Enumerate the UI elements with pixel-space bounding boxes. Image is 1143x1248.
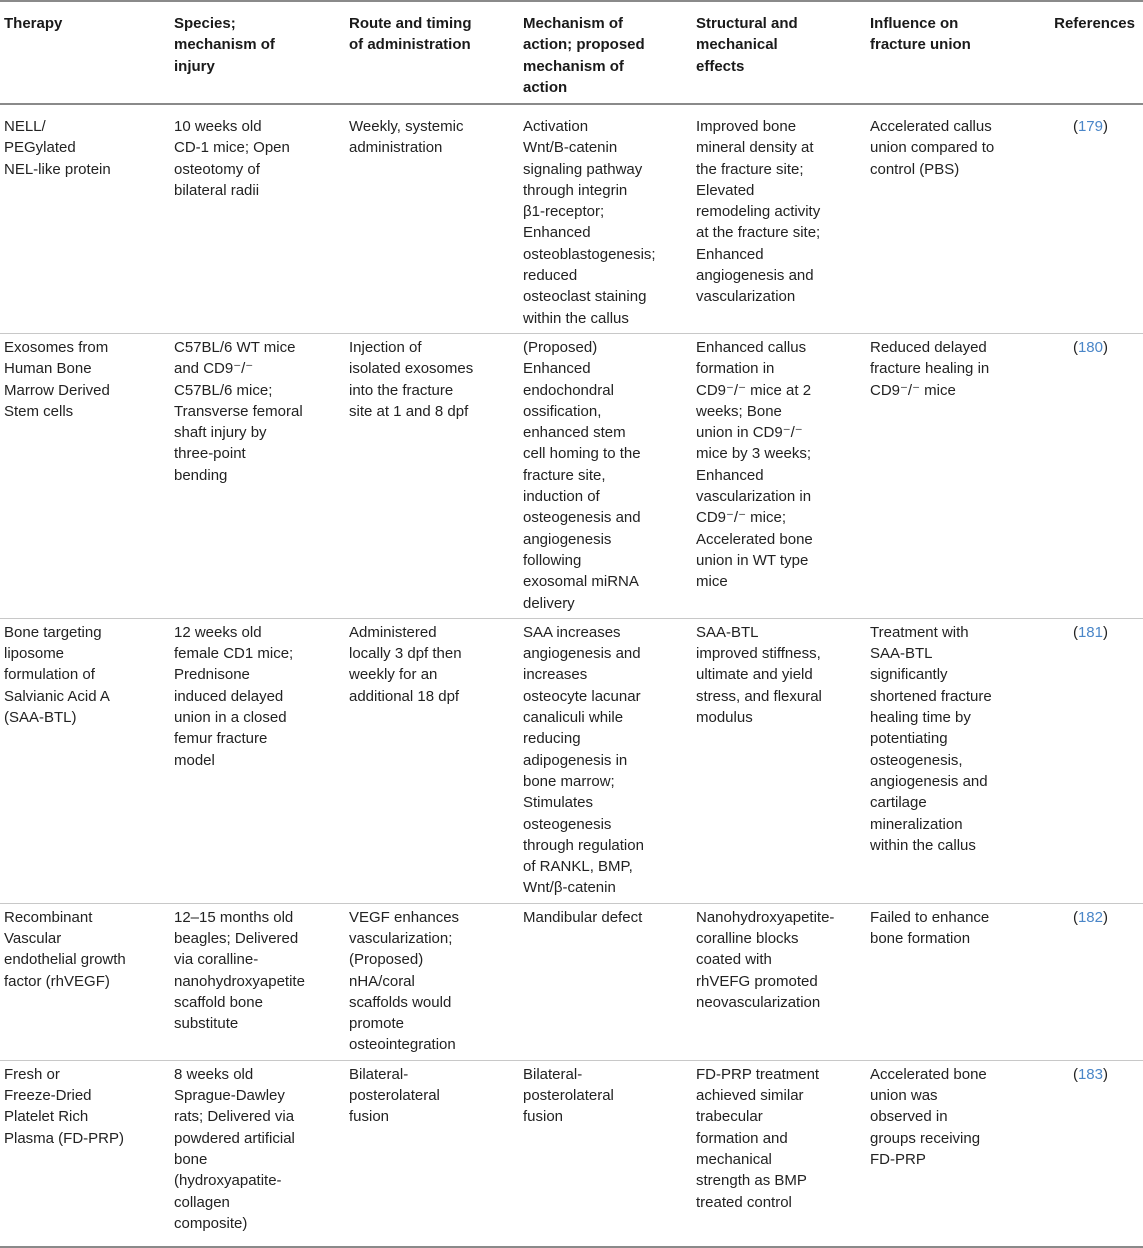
cell-influence: Reduced delayed fracture healing in CD9⁻/⁻ mice xyxy=(866,333,1039,618)
cell-influence: Failed to enhance bone formation xyxy=(866,903,1039,1060)
header-row xyxy=(0,1,1143,104)
cell-route: VEGF enhances vascularization; (Proposed) nHA/coral scaffolds would promote osteointegration xyxy=(345,903,519,1060)
reference-link[interactable]: 183 xyxy=(1077,1065,1103,1083)
cell-structural: SAA-BTL improved stiffness, ultimate and yield stress, and flexural modulus xyxy=(692,618,866,903)
cell-influence: Treatment with SAA-BTL significantly shortened fracture healing time by potentiating osteogenesis, angiogenesis and cartilage mineralization within the callus xyxy=(866,618,1039,903)
header-references: References xyxy=(1039,1,1143,104)
cell-influence: Accelerated bone union was observed in groups receiving FD-PRP xyxy=(866,1060,1039,1247)
header-structural: Structural and mechanical effects xyxy=(692,1,866,104)
table-row xyxy=(0,903,1143,1060)
header-route: Route and timing of administration xyxy=(345,1,519,104)
cell-mechanism: Bilateral- posterolateral fusion xyxy=(519,1060,692,1247)
table-row xyxy=(0,104,1143,333)
table-header xyxy=(0,1,1143,104)
cell-structural: Enhanced callus formation in CD9⁻/⁻ mice at 2 weeks; Bone union in CD9⁻/⁻ mice by 3 weeks; Enhanced vascularization in CD9⁻/⁻ mice; Accelerated bone union in WT type mice xyxy=(692,333,866,618)
cell-species: 8 weeks old Sprague-Dawley rats; Delivered via powdered artificial bone (hydroxyapatite- collagen composite) xyxy=(170,1060,345,1247)
table-row xyxy=(0,618,1143,903)
header-influence: Influence on fracture union xyxy=(866,1,1039,104)
cell-reference: (183) xyxy=(1039,1060,1143,1247)
cell-mechanism: Mandibular defect xyxy=(519,903,692,1060)
header-mechanism: Mechanism of action; proposed mechanism of action xyxy=(519,1,692,104)
cell-therapy: Fresh or Freeze-Dried Platelet Rich Plasma (FD-PRP) xyxy=(0,1060,170,1247)
cell-influence: Accelerated callus union compared to control (PBS) xyxy=(866,104,1039,333)
cell-species: 12 weeks old female CD1 mice; Prednisone induced delayed union in a closed femur fracture model xyxy=(170,618,345,903)
table-row xyxy=(0,1060,1143,1247)
cell-therapy: Bone targeting liposome formulation of Salvianic Acid A (SAA-BTL) xyxy=(0,618,170,903)
cell-structural: Nanohydroxyapetite- coralline blocks coated with rhVEFG promoted neovascularization xyxy=(692,903,866,1060)
cell-mechanism: SAA increases angiogenesis and increases osteocyte lacunar canaliculi while reducing adipogenesis in bone marrow; Stimulates osteogenesis through regulation of RANKL, BMP, Wnt/β-catenin xyxy=(519,618,692,903)
table-body xyxy=(0,104,1143,1247)
cell-species: 12–15 months old beagles; Delivered via coralline- nanohydroxyapetite scaffold bone substitute xyxy=(170,903,345,1060)
cell-reference: (179) xyxy=(1039,104,1143,333)
cell-structural: Improved bone mineral density at the fracture site; Elevated remodeling activity at the fracture site; Enhanced angiogenesis and vascularization xyxy=(692,104,866,333)
cell-route: Administered locally 3 dpf then weekly for an additional 18 dpf xyxy=(345,618,519,903)
cell-reference: (182) xyxy=(1039,903,1143,1060)
cell-therapy: Recombinant Vascular endothelial growth factor (rhVEGF) xyxy=(0,903,170,1060)
cell-species: C57BL/6 WT mice and CD9⁻/⁻ C57BL/6 mice; Transverse femoral shaft injury by three-point bending xyxy=(170,333,345,618)
reference-link[interactable]: 180 xyxy=(1077,338,1103,356)
reference-link[interactable]: 179 xyxy=(1077,118,1103,135)
cell-route: Weekly, systemic administration xyxy=(345,104,519,333)
header-therapy: Therapy xyxy=(0,1,170,104)
reference-link[interactable]: 181 xyxy=(1077,623,1103,641)
cell-reference: (181) xyxy=(1039,618,1143,903)
cell-route: Injection of isolated exosomes into the fracture site at 1 and 8 dpf xyxy=(345,333,519,618)
cell-species: 10 weeks old CD-1 mice; Open osteotomy of bilateral radii xyxy=(170,104,345,333)
header-species: Species; mechanism of injury xyxy=(170,1,345,104)
cell-mechanism: Activation Wnt/B-catenin signaling pathway through integrin β1-receptor; Enhanced osteoblastogenesis; reduced osteoclast staining within the callus xyxy=(519,104,692,333)
cell-reference: (180) xyxy=(1039,333,1143,618)
cell-therapy: NELL/ PEGylated NEL-like protein xyxy=(0,104,170,333)
cell-therapy: Exosomes from Human Bone Marrow Derived Stem cells xyxy=(0,333,170,618)
reference-link[interactable]: 182 xyxy=(1077,908,1103,926)
table-row xyxy=(0,333,1143,618)
cell-mechanism: (Proposed) Enhanced endochondral ossification, enhanced stem cell homing to the fracture site, induction of osteogenesis and angiogenesis following exosomal miRNA delivery xyxy=(519,333,692,618)
cell-route: Bilateral- posterolateral fusion xyxy=(345,1060,519,1247)
cell-structural: FD-PRP treatment achieved similar trabecular formation and mechanical strength as BMP treated control xyxy=(692,1060,866,1247)
